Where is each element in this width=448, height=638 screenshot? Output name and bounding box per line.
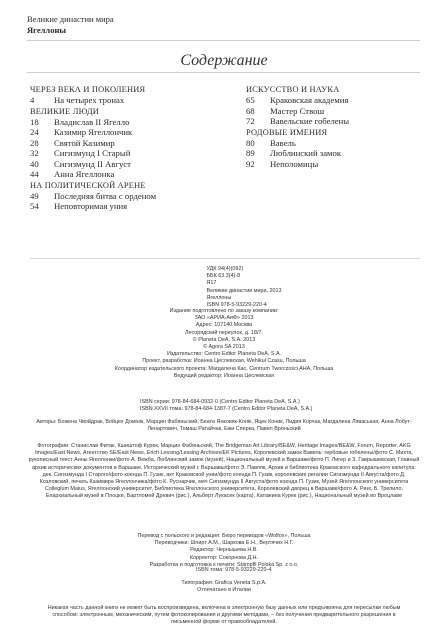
toc-entry[interactable]: 49 Последняя битва с орденом (30, 190, 157, 201)
toc-section-4 (246, 127, 421, 170)
header-rule (27, 40, 420, 41)
publisher-block: Издание подготовлено по заказу компании: ЗАО «АРИА-АиФ» 2013 Адрес: 107140 Москва Лесорядский переулок, д. 18/7. © Planeta DeA, S.A. 2013 © Agora SA 2013 Издательство: Centro Editor Planeta DeA, S.A. Проект, разработка: Иоанна Цеслевская, Wehikuł Czasu, Польша Координатор издательского проекта: Магдалена Кас, Centrum Tworczości AHA, Польша Ведущий редактор: Иоанна Цеслевская (114, 308, 334, 379)
toc-section-0 (30, 84, 220, 106)
series-title: Великие династии мира (27, 14, 114, 24)
toc-entry[interactable]: 28 Святой Казимир (30, 137, 115, 148)
toc-entry[interactable]: 54 Неповторимая уния (30, 201, 128, 211)
toc-section-2 (30, 180, 220, 212)
toc-entry[interactable]: 18 Владислав II Ягелло (30, 116, 130, 127)
copyright-notice: Никакая часть данной книги не может быть воспроизведена, включена в электронную базу данных или предъявлена для пересылки любым способом: электронным, механическим, путем фотокопирования и другими методами, – без получения предварительного разрешения в письменной форме от правообладателей. (47, 605, 401, 626)
editorial-team: Перевод с польского и редакция: Бюро переводов «Wolfox», Польша Переводчики: Шпирт А.М., Шаркова Е.Н., Вертячих Н.Г. Редактор: Чернышева Н.В. Корректор: Сокорнова Д.Н. Разработка и подготовка к печати: Stämpfli Polska Sp. z o.o. (137, 533, 311, 568)
toc-entry[interactable]: 65 Краковская академия (246, 95, 349, 105)
section-title: РОДОВЫЕ ИМЕНИЯ (246, 127, 328, 137)
toc-entry[interactable]: 32 Сигизмунд I Старый (30, 148, 131, 158)
toc-entry[interactable]: 4 На четырех тронах (30, 95, 125, 105)
toc-title: Содержание (180, 52, 268, 69)
toc-entry[interactable]: 44 Анна Ягеллонка (30, 169, 115, 179)
isbn-volume: ISBN тома: 978-5-93229-220-4 (196, 567, 272, 573)
toc-entry[interactable]: 92 Неполомицы (246, 158, 319, 169)
toc-left-column (30, 84, 220, 212)
toc-entry[interactable]: 72 Вавельские гобелены (246, 116, 350, 126)
toc-entry[interactable]: 24 Казимир Ягеллончик (30, 127, 133, 137)
print-info: Типография: Grafica Veneta S.p.A. Отпечатано в Италии (181, 580, 267, 594)
toc-right-column (246, 84, 421, 169)
section-title: ИСКУССТВО И НАУКА (246, 85, 340, 94)
imprint-divider (30, 258, 420, 259)
running-header (27, 14, 114, 36)
toc-entry[interactable]: 68 Мастер Ствош (246, 105, 325, 116)
section-title: НА ПОЛИТИЧЕСКОЙ АРЕНЕ (30, 180, 146, 190)
section-title: ВЕЛИКИЕ ЛЮДИ (30, 106, 99, 116)
authors-text: Авторы: Божена Чвойдрак, Войцех Домінік, Марцин Фабяньский, Беата Янковяк-Конік, Яцек Коник, Лидия Корчак, Магдалена Ляваськая, Анна Лобут-Ленартович, Томаш Ратайчак, Ежи Сперка, Павел Вроньский (36, 419, 412, 433)
title-rule (27, 72, 420, 73)
toc-section-3 (246, 84, 421, 127)
volume-title: Ягеллоны (27, 25, 66, 35)
section-title: ЧЕРЕЗ ВЕКА И ПОКОЛЕНИЯ (30, 85, 146, 94)
toc-section-1 (30, 106, 220, 180)
isbn-series-block: ISBN серии: 978-84-684-0932-0 (Centro Editor Planeta DeA, S.A.) ISBN XXVII тома: 978-84-684-1387-7 (Centro Editor Planeta DeA, S.A.) (140, 399, 313, 413)
toc-entry[interactable]: 89 Люблинский замок (246, 148, 342, 158)
toc-entry[interactable]: 80 Вавель (246, 137, 296, 148)
toc-entry[interactable]: 40 Сигизмунд II Август (30, 158, 131, 169)
photo-credits: Фотографии: Станислав Фитак, Кшиштоф Курек, Марцин Фабяньский, The Bridgeman Art Library/BE&W, Heritage Images/BE&W, Forum, Reporter, AKG Images/East News, Агентство SE/East News, Erich Lessing/Lessing Archives/EK Pictures, Королевский замок Вавель: гербовые гобелены/фото С. Михта, рукописный текст Анны Ягеллонки/фото А. Вежба, Люблинский замок (музей), Национальный музей в Варшаве/фото П. Лигер и З. Гаврышевская, Главный архив исторических документов в Варшаве, Исторический музей г. Варшавы/фото Э. Павляк, Архив и библиотека Краковского кафедрального капитула: дек. Сигизмунда I Старого/фото коенда П. Гузик, акт Краковской унии/фото коенда П. Гузик, королевские регалии Сигизмунда II Августа/фото Д. Козловский, печать Казимира Ягеллончика/фото К. Руснарчик, меч Сигизмунда II Августа/фото коенда П. Гузик, Музей Ягеллонского университета Collegium Maius, Ягеллонский университет, Библиотека Ягеллонского университета, Королевский дворец в Варшаве/фото А. Ринг, Б. Трепило, Епархиальный музей в Плоцке, Бартломей Древич (рис.), Альберт Лукасек (карта), Катажина Курек (рис.), Национальный музей во Вроцлаве (28, 443, 420, 500)
udk-block: УДК 94(4)(092) ББК 63.3(4)-8 Я17 Великие династии мира, 2013 Ягеллоны ISBN 978-5-93229-220-4 (206, 266, 282, 309)
